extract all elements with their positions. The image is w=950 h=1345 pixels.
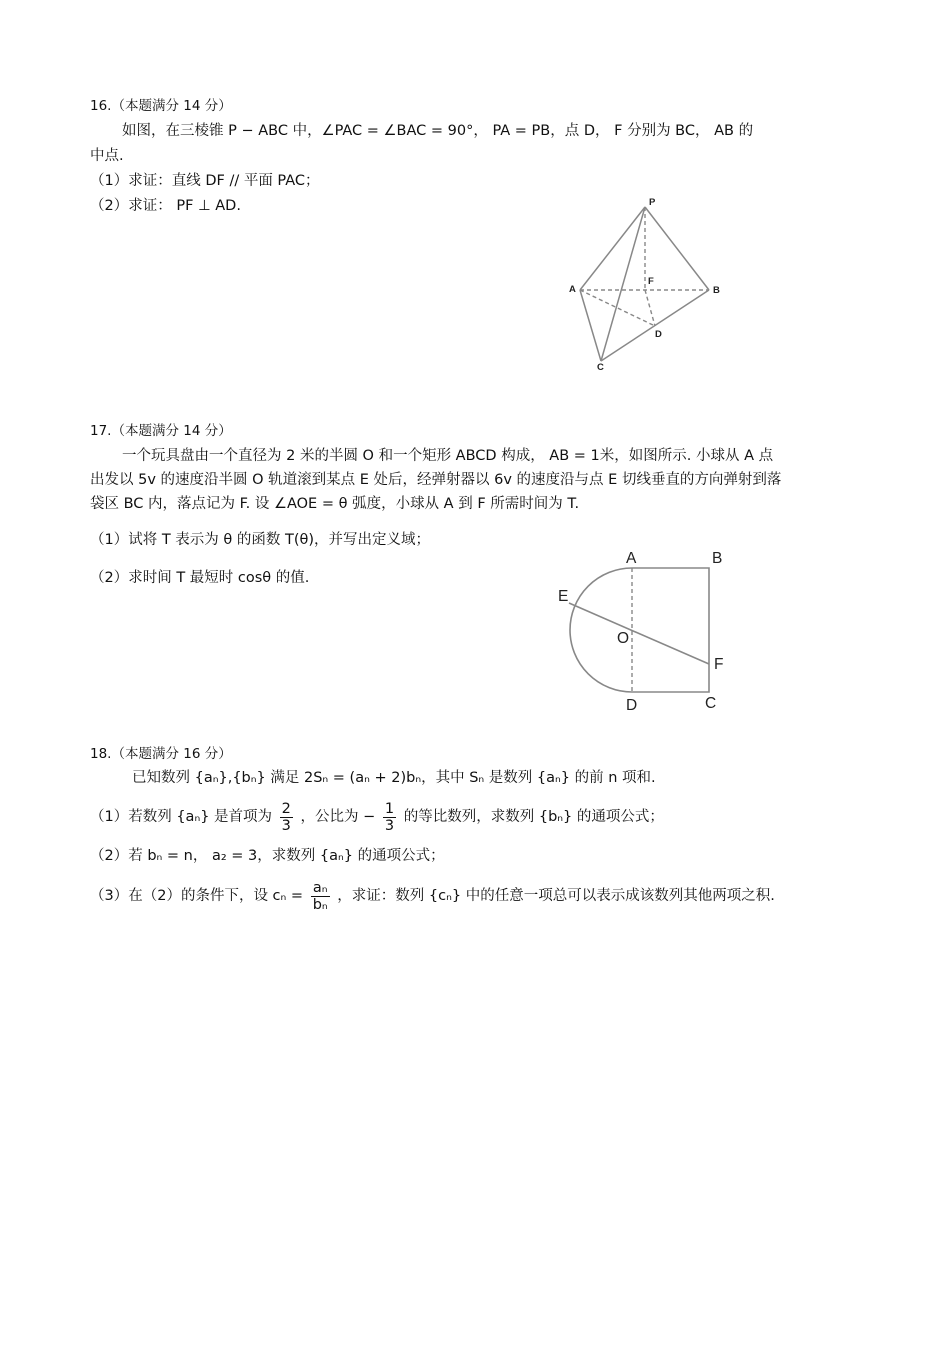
q18-part1-pre: （1）若数列 {aₙ} 是首项为	[90, 809, 273, 825]
fraction-one-third	[383, 801, 396, 834]
q18-part3-pre: （3）在（2）的条件下，设 cₙ =	[90, 888, 304, 904]
q17-part2: （2）求时间 T 最短时 cosθ 的值.	[90, 570, 310, 586]
fraction-numerator: 1	[384, 800, 395, 817]
fraction-denominator: 3	[281, 817, 291, 834]
fraction-two-thirds	[280, 801, 293, 834]
label-B: B	[713, 285, 720, 296]
label-O: O	[617, 630, 630, 647]
label-E: E	[558, 588, 569, 605]
label-F: F	[648, 276, 654, 287]
fraction-numerator: 2	[281, 800, 291, 817]
segment-EF	[569, 603, 709, 664]
q18-part1	[90, 799, 664, 835]
label-C: C	[597, 362, 604, 373]
label-D: D	[626, 697, 638, 714]
q18-part1-post: 的等比数列，求数列 {bₙ} 的通项公式；	[403, 809, 664, 825]
q18-part2: （2）若 bₙ = n， a₂ = 3，求数列 {aₙ} 的通项公式；	[90, 848, 445, 864]
label-C: C	[705, 695, 717, 712]
rectangle-ABCD	[632, 568, 709, 692]
q18-part1-mid: ，公比为 −	[300, 809, 376, 825]
q16-header: 16.（本题满分 14 分）	[90, 98, 232, 114]
q17-stem-line2: 出发以 5v 的速度沿半圆 O 轨道滚到某点 E 处后，经弹射器以 6v 的速度沿与点 E 切线垂直的方向弹射到落	[90, 472, 782, 488]
q17-part1: （1）试将 T 表示为 θ 的函数 T(θ)，并写出定义域；	[90, 532, 431, 548]
label-D: D	[655, 329, 662, 340]
q17-stem-line1: 一个玩具盘由一个直径为 2 米的半圆 O 和一个矩形 ABCD 构成， AB = 1米，如图所示. 小球从 A 点	[122, 448, 774, 464]
fraction-an-over-bn	[311, 880, 330, 913]
q16-stem-line1: 如图，在三棱锥 P − ABC 中，∠PAC = ∠BAC = 90°， PA = PB，点 D， F 分别为 BC， AB 的	[122, 123, 754, 139]
q16-part1: （1）求证：直线 DF // 平面 PAC；	[90, 173, 320, 189]
q18-header: 18.（本题满分 16 分）	[90, 746, 232, 762]
fraction-denominator: 3	[384, 817, 395, 834]
q18-part3	[90, 878, 775, 914]
q17-header: 17.（本题满分 14 分）	[90, 423, 232, 439]
label-A: A	[626, 550, 637, 567]
q17-stem-line3: 袋区 BC 内，落点记为 F. 设 ∠AOE = θ 弧度，小球从 A 到 F 所需时间为 T.	[90, 496, 580, 512]
fraction-denominator: bₙ	[312, 896, 328, 913]
q18-part3-post: ，求证：数列 {cₙ} 中的任意一项总可以表示成该数列其他两项之积.	[337, 888, 775, 904]
label-F: F	[714, 656, 724, 673]
label-B: B	[712, 550, 723, 567]
label-A: A	[569, 284, 576, 295]
q16-stem-line2: 中点.	[90, 148, 124, 164]
q16-part2: （2）求证： PF ⊥ AD.	[90, 198, 241, 214]
label-P: P	[649, 197, 656, 208]
fraction-numerator: aₙ	[311, 880, 330, 897]
q18-stem: 已知数列 {aₙ},{bₙ} 满足 2Sₙ = (aₙ + 2)bₙ，其中 Sₙ 是数列 {aₙ} 的前 n 项和.	[132, 770, 656, 786]
